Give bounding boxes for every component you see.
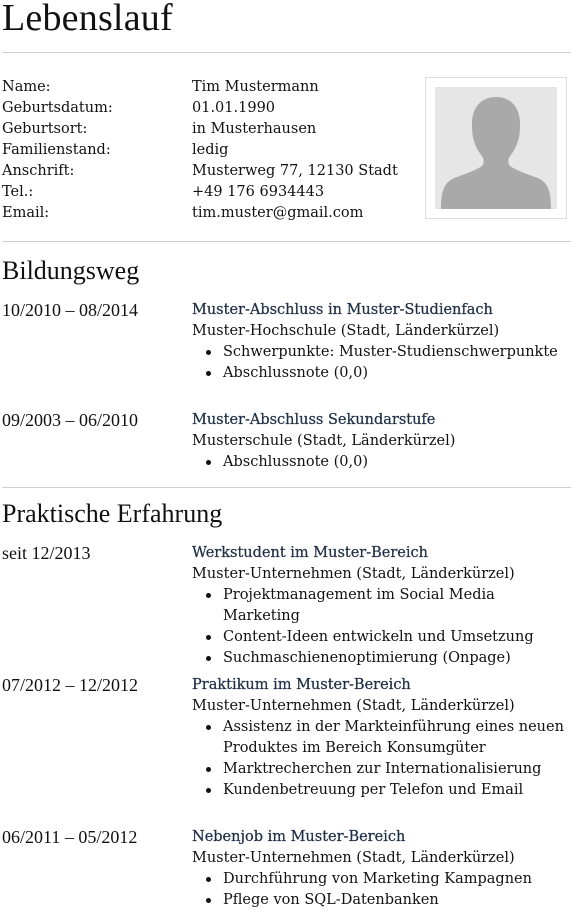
entry-date: seit 12/2013: [2, 543, 91, 563]
entry-bullets: [192, 342, 573, 384]
entry-body: [192, 299, 573, 384]
bullet-item: Abschlussnote (0,0): [192, 363, 573, 384]
personal-value: in Musterhausen: [192, 121, 317, 137]
section-title-education: Bildungsweg: [2, 256, 140, 285]
title-divider: [2, 52, 571, 53]
entry-bullets: [192, 452, 573, 473]
entry-title: Muster-Abschluss in Muster-Studienfach: [192, 302, 493, 318]
personal-label: Email:: [2, 205, 50, 221]
entry-company: Muster-Unternehmen (Stadt, Länderkürzel): [192, 850, 515, 866]
person-silhouette-icon: [435, 87, 557, 209]
page-title: Lebenslauf: [2, 0, 173, 39]
entry-bullets: [192, 717, 573, 801]
personal-label: Name:: [2, 79, 51, 95]
entry-date: 06/2011 – 05/2012: [2, 827, 138, 847]
personal-row-birthdate: [2, 98, 422, 119]
personal-value: tim.muster@gmail.com: [192, 205, 364, 221]
personal-label: Familienstand:: [2, 142, 111, 158]
personal-label: Anschrift:: [2, 163, 75, 179]
bullet-item: Durchführung von Marketing Kampagnen: [192, 869, 573, 890]
entry-date: 10/2010 – 08/2014: [2, 300, 139, 320]
entry-body: [192, 826, 573, 911]
entry-institution: Muster-Hochschule (Stadt, Länderkürzel): [192, 323, 500, 339]
entry-company: Muster-Unternehmen (Stadt, Länderkürzel): [192, 566, 515, 582]
personal-row-marital-status: [2, 140, 422, 161]
entry-company: Muster-Unternehmen (Stadt, Länderkürzel): [192, 698, 515, 714]
personal-value: ledig: [192, 142, 229, 158]
entry-title: Nebenjob im Muster-Bereich: [192, 829, 406, 845]
profile-photo: [425, 77, 567, 219]
personal-label: Geburtsort:: [2, 121, 88, 137]
personal-label: Tel.:: [2, 184, 34, 200]
bullet-item: Pflege von SQL-Datenbanken: [192, 890, 573, 911]
bullet-item: Projektmanagement im Social Media Marketing: [192, 585, 573, 627]
entry-title: Muster-Abschluss Sekundarstufe: [192, 412, 436, 428]
personal-label: Geburtsdatum:: [2, 100, 113, 116]
entry-bullets: [192, 869, 573, 911]
entry-institution: Musterschule (Stadt, Länderkürzel): [192, 433, 456, 449]
section-title-experience: Praktische Erfahrung: [2, 499, 223, 528]
section-divider: [2, 487, 571, 488]
bullet-item: Abschlussnote (0,0): [192, 452, 573, 473]
personal-row-address: [2, 161, 422, 182]
bullet-item: Content-Ideen entwickeln und Umsetzung: [192, 627, 573, 648]
personal-row-name: [2, 77, 422, 98]
personal-value: +49 176 6934443: [192, 184, 325, 200]
entry-body: [192, 674, 573, 801]
entry-date: 07/2012 – 12/2012: [2, 675, 139, 695]
section-divider: [2, 241, 571, 242]
entry-title: Praktikum im Muster-Bereich: [192, 677, 411, 693]
bullet-item: Suchmaschienenoptimierung (Onpage): [192, 648, 573, 669]
bullet-item: Schwerpunkte: Muster-Studienschwerpunkte: [192, 342, 573, 363]
personal-row-birthplace: [2, 119, 422, 140]
personal-row-email: [2, 203, 422, 224]
personal-value: Tim Mustermann: [192, 79, 319, 95]
bullet-item: Marktrecherchen zur Internationalisierung: [192, 759, 573, 780]
entry-body: [192, 542, 573, 669]
entry-date: 09/2003 – 06/2010: [2, 410, 139, 430]
entry-body: [192, 409, 573, 473]
personal-value: 01.01.1990: [192, 100, 276, 116]
personal-info: [2, 77, 422, 224]
entry-title: Werkstudent im Muster-Bereich: [192, 545, 428, 561]
entry-bullets: [192, 585, 573, 669]
bullet-item: Kundenbetreuung per Telefon und Email: [192, 780, 573, 801]
personal-row-phone: [2, 182, 422, 203]
bullet-item: Assistenz in der Markteinführung eines neuen Produktes im Bereich Konsumgüter: [192, 717, 573, 759]
personal-value: Musterweg 77, 12130 Stadt: [192, 163, 398, 179]
